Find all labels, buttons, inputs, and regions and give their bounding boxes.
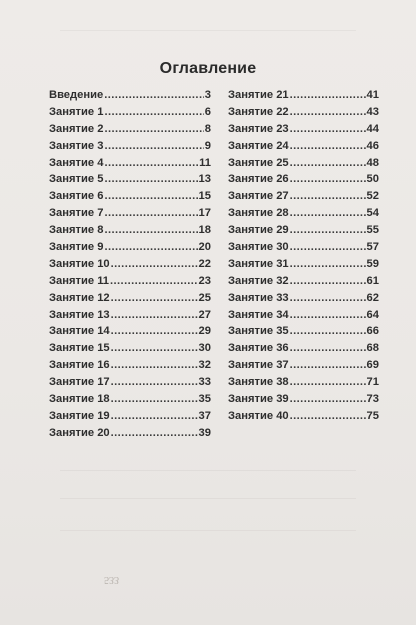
toc-entry-page-number: 3 [204, 89, 211, 101]
toc-entry[interactable] [228, 340, 379, 357]
dot-leader [104, 205, 197, 222]
toc-entry[interactable] [49, 290, 211, 307]
toc-entry[interactable] [228, 121, 379, 138]
bleed-through-line [60, 30, 356, 31]
toc-entry-page-number: 41 [366, 89, 379, 101]
toc-entry[interactable] [49, 205, 211, 222]
toc-entry[interactable] [228, 155, 379, 172]
toc-entry-label: Занятие 12 [49, 291, 110, 304]
toc-entry-label: Занятие 13 [49, 308, 110, 321]
toc-entry-page-number: 11 [199, 156, 211, 169]
dot-leader [111, 290, 198, 307]
toc-entry-label: Занятие 4 [49, 156, 104, 169]
dot-leader [290, 290, 366, 307]
toc-entry-label: Занятие 37 [228, 359, 289, 372]
toc-entry-label: Занятие 40 [228, 409, 289, 422]
dot-leader [104, 155, 198, 172]
toc-entry-page-number: 30 [198, 342, 211, 355]
toc-entry[interactable] [49, 155, 211, 172]
toc-entry-page-number: 62 [366, 291, 379, 304]
toc-entry-page-number: 17 [198, 207, 211, 220]
dot-leader [111, 256, 198, 273]
dot-leader [290, 104, 366, 121]
toc-entry-label: Занятие 17 [49, 376, 110, 389]
toc-entry[interactable] [228, 104, 379, 121]
dot-leader [290, 87, 366, 104]
toc-entry[interactable] [49, 340, 211, 357]
dot-leader [290, 138, 366, 155]
toc-entry[interactable] [49, 307, 211, 324]
toc-entry[interactable] [228, 87, 379, 104]
toc-entry[interactable] [228, 205, 379, 222]
toc-entry[interactable] [49, 87, 211, 104]
toc-entry-page-number: 48 [366, 156, 379, 169]
toc-entry-label: Занятие 16 [49, 359, 110, 372]
toc-entry[interactable] [49, 104, 211, 121]
toc-entry-label: Занятие 25 [228, 156, 289, 169]
toc-entry[interactable] [49, 138, 211, 155]
toc-entry[interactable] [49, 239, 211, 256]
toc-entry-page-number: 25 [198, 291, 211, 304]
toc-entry-page-number: 20 [198, 241, 211, 254]
toc-entry-page-number: 43 [366, 105, 379, 118]
toc-entry-label: Занятие 14 [49, 325, 110, 338]
toc-entry[interactable] [49, 374, 211, 391]
dot-leader [104, 239, 197, 256]
toc-entry-label: Занятие 8 [49, 224, 104, 237]
toc-entry[interactable] [228, 374, 379, 391]
toc-entry[interactable] [228, 256, 379, 273]
toc-entry-label: Занятие 18 [49, 393, 110, 406]
bleed-through-line [60, 498, 356, 499]
toc-entry[interactable] [49, 391, 211, 408]
toc-entry[interactable] [228, 391, 379, 408]
dot-leader [111, 357, 198, 374]
toc-entry[interactable] [228, 138, 379, 155]
dot-leader [104, 104, 203, 121]
toc-entry-label: Занятие 15 [49, 342, 110, 355]
toc-entry-label: Занятие 6 [49, 190, 104, 203]
toc-column-left [49, 87, 211, 442]
toc-entry-page-number: 22 [198, 257, 211, 270]
toc-entry-page-number: 8 [204, 122, 211, 135]
toc-entry-label: Занятие 5 [49, 173, 104, 186]
toc-entry-page-number: 69 [366, 359, 379, 372]
dot-leader [111, 340, 198, 357]
dot-leader [111, 391, 198, 408]
toc-entry-label: Занятие 30 [228, 241, 289, 254]
toc-entry-label: Занятие 20 [49, 426, 110, 439]
toc-entry-label: Занятие 7 [49, 207, 104, 220]
toc-entry-label: Занятие 22 [228, 105, 289, 118]
toc-entry[interactable] [228, 222, 379, 239]
toc-entry-page-number: 29 [198, 325, 211, 338]
toc-column-right [228, 87, 379, 425]
dot-leader [290, 391, 366, 408]
toc-entry-label: Занятие 24 [228, 139, 289, 152]
toc-entry[interactable] [228, 188, 379, 205]
toc-entry-page-number: 39 [198, 426, 211, 439]
dot-leader [110, 273, 198, 290]
toc-entry-page-number: 46 [366, 139, 379, 152]
toc-entry-page-number: 37 [198, 409, 211, 422]
toc-entry-label: Занятие 21 [228, 89, 289, 101]
toc-entry-page-number: 66 [366, 325, 379, 338]
toc-entry-page-number: 54 [366, 207, 379, 220]
dot-leader [290, 357, 366, 374]
toc-entry-label: Занятие 10 [49, 257, 110, 270]
dot-leader [104, 171, 197, 188]
toc-entry[interactable] [228, 171, 379, 188]
toc-entry-label: Занятие 26 [228, 173, 289, 186]
toc-entry-label: Занятие 28 [228, 207, 289, 220]
toc-entry[interactable] [228, 239, 379, 256]
toc-entry[interactable] [228, 273, 379, 290]
toc-entry[interactable] [228, 357, 379, 374]
toc-entry-label: Занятие 31 [228, 257, 289, 270]
toc-entry-page-number: 13 [198, 173, 211, 186]
dot-leader [104, 188, 197, 205]
toc-entry-page-number: 52 [366, 190, 379, 203]
toc-entry-page-number: 18 [198, 224, 211, 237]
toc-entry-label: Занятие 19 [49, 409, 110, 422]
dot-leader [290, 239, 366, 256]
dot-leader [290, 188, 366, 205]
toc-entry-label: Занятие 39 [228, 393, 289, 406]
dot-leader [111, 307, 198, 324]
toc-entry-label: Занятие 38 [228, 376, 289, 389]
toc-entry-page-number: 57 [366, 241, 379, 254]
dot-leader [290, 307, 366, 324]
toc-entry-page-number: 68 [366, 342, 379, 355]
toc-entry-page-number: 61 [366, 274, 379, 287]
toc-entry-page-number: 73 [366, 393, 379, 406]
toc-entry-page-number: 33 [198, 376, 211, 389]
toc-entry-page-number: 50 [366, 173, 379, 186]
toc-entry[interactable] [49, 273, 211, 290]
dot-leader [290, 205, 366, 222]
toc-entry-page-number: 55 [366, 224, 379, 237]
toc-entry-page-number: 32 [198, 359, 211, 372]
toc-entry-page-number: 75 [366, 409, 379, 422]
toc-entry[interactable] [49, 323, 211, 340]
toc-entry-label: Занятие 33 [228, 291, 289, 304]
toc-entry-page-number: 27 [198, 308, 211, 321]
dot-leader [111, 374, 198, 391]
dot-leader [111, 408, 198, 425]
toc-entry-label: Занятие 27 [228, 190, 289, 203]
toc-entry-label: Занятие 2 [49, 122, 104, 135]
toc-entry[interactable] [228, 307, 379, 324]
dot-leader [290, 256, 366, 273]
toc-entry-page-number: 64 [366, 308, 379, 321]
dot-leader [290, 340, 366, 357]
toc-entry[interactable] [49, 121, 211, 138]
toc-entry[interactable] [49, 188, 211, 205]
dot-leader [104, 87, 204, 104]
toc-entry-page-number: 71 [366, 376, 379, 389]
dot-leader [290, 408, 366, 425]
dot-leader [290, 222, 366, 239]
toc-entry-label: Занятие 3 [49, 139, 104, 152]
toc-entry-page-number: 59 [366, 257, 379, 270]
bleed-through-line [60, 530, 356, 531]
toc-entry-page-number: 44 [366, 122, 379, 135]
dot-leader [290, 323, 366, 340]
toc-entry-label: Введение [49, 89, 104, 101]
toc-title: Оглавление [159, 60, 257, 77]
toc-entry-page-number: 35 [198, 393, 211, 406]
dot-leader [290, 171, 366, 188]
toc-entry-page-number: 23 [198, 274, 211, 287]
toc-entry[interactable] [49, 222, 211, 239]
toc-entry-label: Занятие 23 [228, 122, 289, 135]
toc-entry-page-number: 6 [204, 105, 211, 118]
toc-entry[interactable] [228, 323, 379, 340]
dot-leader [290, 273, 366, 290]
dot-leader [104, 138, 203, 155]
toc-entry-label: Занятие 32 [228, 274, 289, 287]
toc-entry[interactable] [228, 408, 379, 425]
dot-leader [290, 374, 366, 391]
dot-leader [111, 323, 198, 340]
toc-entry-label: Занятие 11 [49, 274, 110, 287]
bleed-through-line [60, 470, 356, 471]
toc-entry-label: Занятие 29 [228, 224, 289, 237]
toc-entry[interactable] [49, 408, 211, 425]
toc-entry-label: Занятие 35 [228, 325, 289, 338]
toc-entry[interactable] [228, 290, 379, 307]
toc-entry[interactable] [49, 171, 211, 188]
toc-entry[interactable] [49, 256, 211, 273]
dot-leader [290, 155, 366, 172]
toc-entry-label: Занятие 34 [228, 308, 289, 321]
dot-leader [111, 425, 198, 442]
dot-leader [290, 121, 366, 138]
toc-entry-page-number: 9 [204, 139, 211, 152]
dot-leader [104, 222, 197, 239]
dot-leader [104, 121, 203, 138]
toc-entry[interactable] [49, 357, 211, 374]
toc-entry-label: Занятие 36 [228, 342, 289, 355]
page-footer-mark: 533 [104, 574, 119, 585]
toc-entry-label: Занятие 9 [49, 241, 104, 254]
toc-entry-page-number: 15 [198, 190, 211, 203]
toc-entry[interactable] [49, 425, 211, 442]
toc-entry-label: Занятие 1 [49, 105, 104, 118]
